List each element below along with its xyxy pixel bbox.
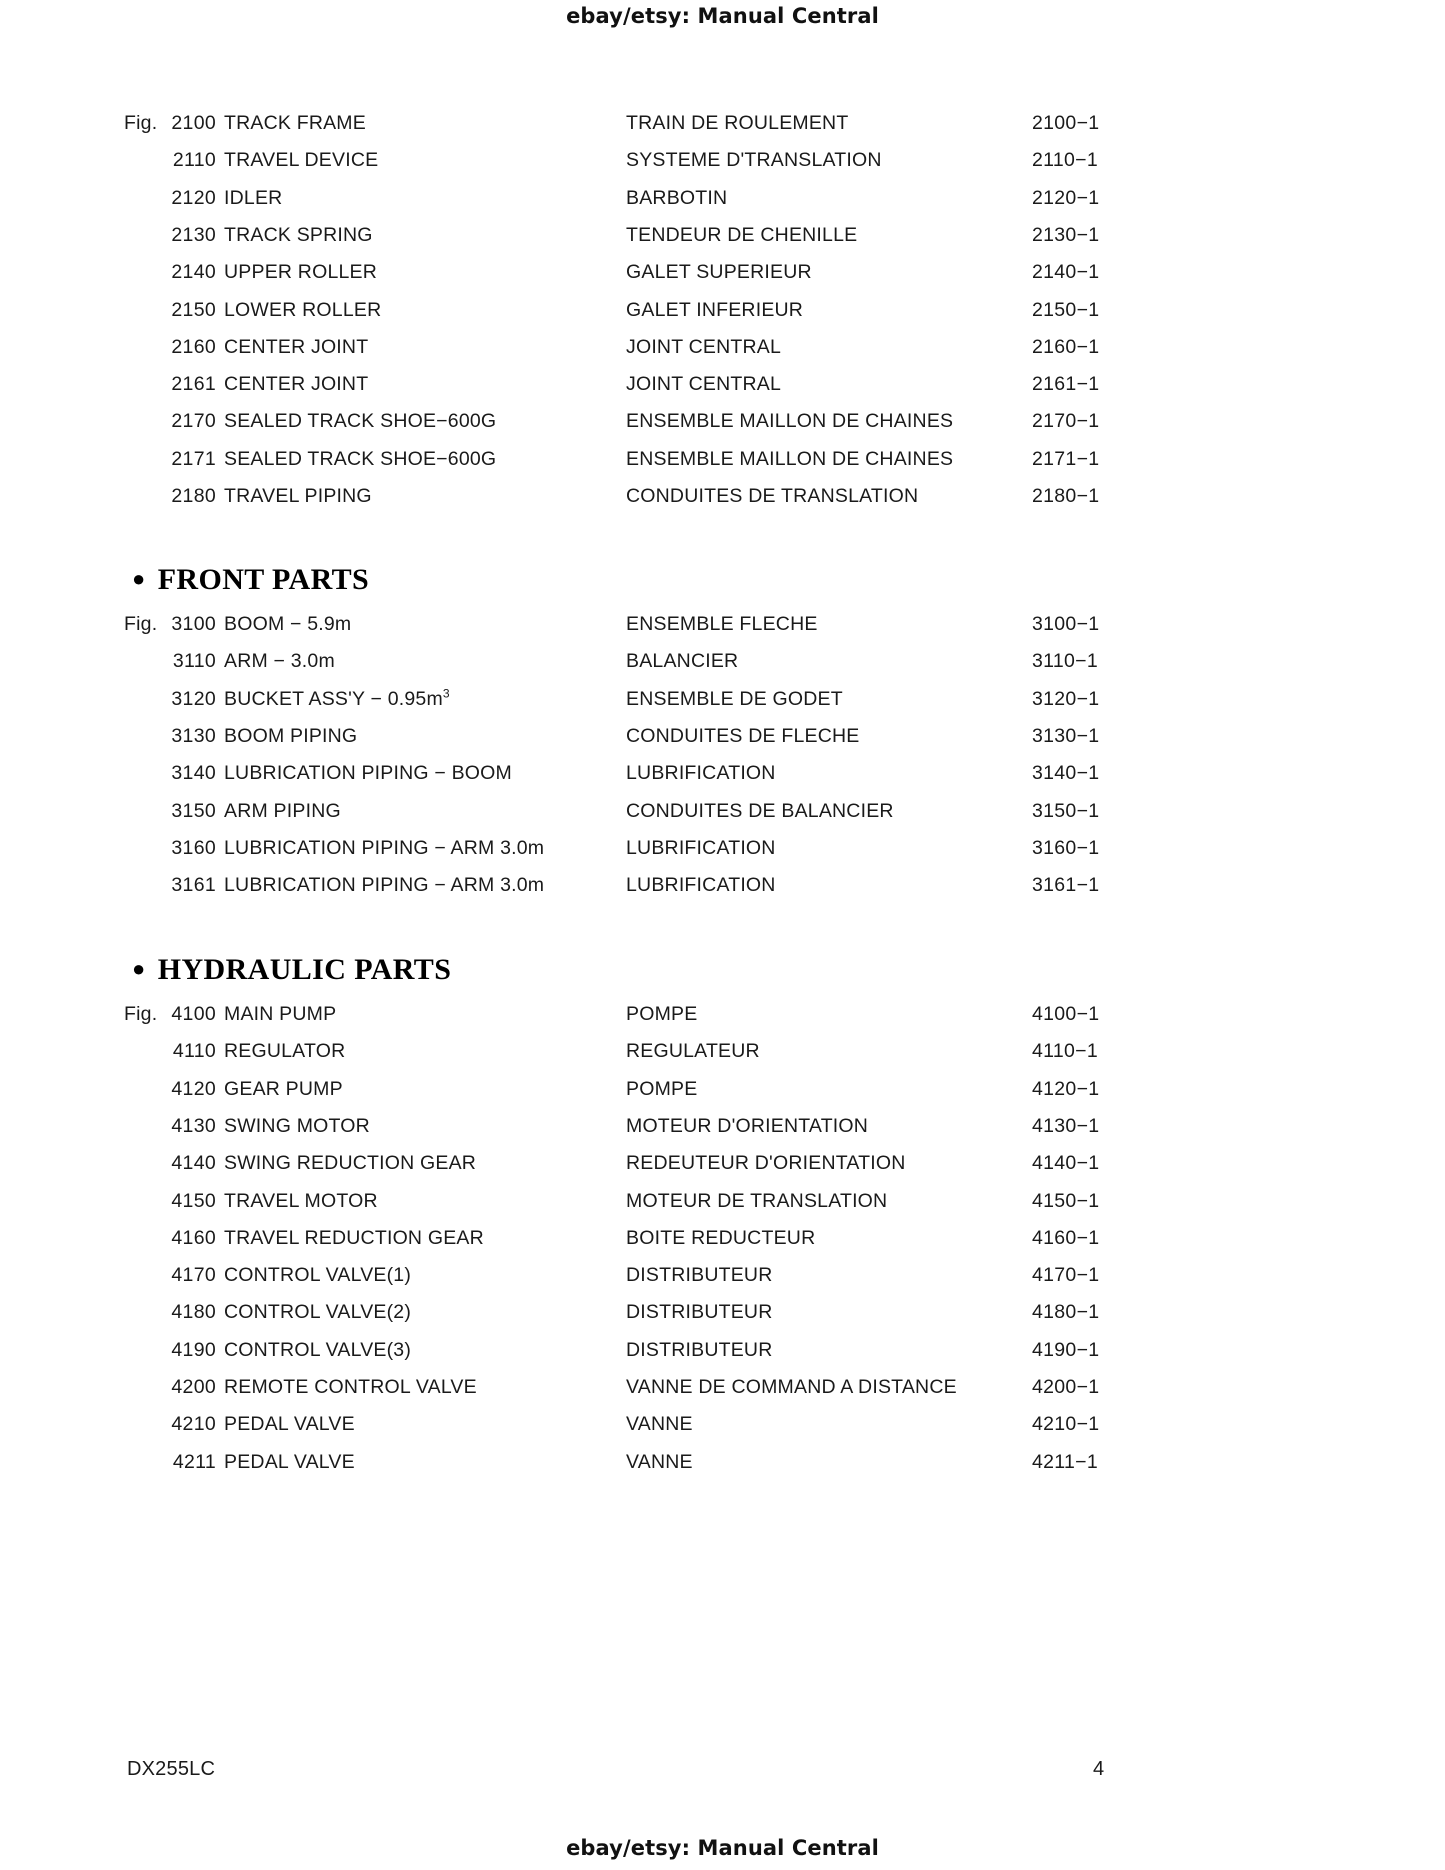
part-name-french: GALET INFERIEUR [626, 298, 804, 321]
figure-label: Fig. [124, 112, 158, 134]
part-name-french: VANNE DE COMMAND A DISTANCE [626, 1376, 957, 1398]
figure-label: Fig. [124, 1003, 158, 1025]
table-row [0, 1339, 1445, 1376]
page-reference: 2120−1 [1032, 186, 1100, 209]
figure-code: 2170 [171, 410, 216, 433]
figure-code: 2160 [171, 335, 216, 358]
part-name-english: REGULATOR [224, 1040, 346, 1063]
table-row [0, 261, 1445, 298]
part-name-english: IDLER [224, 186, 283, 209]
part-name-french: BALANCIER [626, 650, 739, 673]
part-name-english: PEDAL VALVE [224, 1450, 355, 1473]
table-row [0, 299, 1445, 336]
page-reference: 4211−1 [1032, 1450, 1098, 1473]
part-name-english: CENTER JOINT [224, 335, 369, 358]
part-name-french: REDEUTEUR D'ORIENTATION [626, 1152, 906, 1175]
table-row [0, 1451, 1445, 1488]
part-name-french: CONDUITES DE FLECHE [626, 724, 860, 747]
part-name-french: POMPE [626, 1003, 698, 1025]
watermark-footer: ebay/etsy: Manual Central [566, 1836, 879, 1860]
part-name-french: MOTEUR D'ORIENTATION [626, 1114, 869, 1137]
part-name-english: CENTER JOINT [224, 373, 369, 396]
part-name-french: LUBRIFICATION [626, 874, 776, 897]
table-row [0, 1413, 1445, 1450]
part-name-french: JOINT CENTRAL [626, 335, 782, 358]
figure-code: 3150 [171, 799, 216, 822]
table-row [0, 1115, 1445, 1152]
part-name-english: GEAR PUMP [224, 1077, 343, 1100]
figure-code: 2120 [171, 186, 216, 209]
figure-code: 4110 [172, 1040, 216, 1063]
part-name-english: LUBRICATION PIPING − ARM 3.0m [224, 874, 545, 897]
part-name-english: BUCKET $ASS'Y - 0.95m^3$ [224, 686, 450, 710]
figure-code: 3161 [171, 874, 216, 897]
figure-code: 4120 [171, 1077, 216, 1100]
figure-code: 4190 [171, 1338, 216, 1361]
figure-code: 4210 [171, 1413, 216, 1436]
figure-code: 3110 [172, 650, 216, 673]
bullet-icon: ● [132, 956, 146, 981]
page-reference: 2170−1 [1032, 410, 1100, 433]
page-reference: 4120−1 [1032, 1077, 1100, 1100]
part-name-french: BOITE REDUCTEUR [626, 1226, 816, 1249]
page-reference: 3160−1 [1032, 836, 1100, 859]
page-reference: 3100−1 [1032, 613, 1100, 635]
figure-code: 4160 [171, 1226, 216, 1249]
figure-label: Fig. [124, 613, 158, 635]
part-name-french: DISTRIBUTEUR [626, 1301, 773, 1324]
page-reference: 4170−1 [1032, 1264, 1100, 1287]
page-reference: 3130−1 [1032, 724, 1100, 747]
footer-page-number: 4 [1093, 1758, 1105, 1780]
part-name-french: ENSEMBLE MAILLON DE CHAINES [626, 410, 954, 433]
table-row [0, 837, 1445, 874]
page-reference: 4130−1 [1032, 1114, 1100, 1137]
page-reference: 2140−1 [1032, 261, 1100, 284]
part-name-english: REMOTE CONTROL VALVE [224, 1376, 477, 1398]
figure-code: 3140 [171, 762, 216, 785]
table-row [0, 1376, 1445, 1413]
table-row [0, 336, 1445, 373]
page-reference: 2130−1 [1032, 223, 1100, 246]
figure-code: 2171 [171, 447, 216, 470]
page-reference: 4150−1 [1032, 1189, 1100, 1212]
part-name-english: PEDAL VALVE [224, 1413, 355, 1436]
part-name-french: DISTRIBUTEUR [626, 1264, 773, 1287]
watermark-header: ebay/etsy: Manual Central [566, 4, 879, 28]
page-reference: 2150−1 [1032, 298, 1100, 321]
page-reference: 3120−1 [1032, 687, 1100, 710]
page-reference: 2160−1 [1032, 335, 1100, 358]
part-name-english: UPPER ROLLER [224, 261, 378, 284]
part-name-french: DISTRIBUTEUR [626, 1338, 773, 1361]
page-reference: 4100−1 [1032, 1003, 1100, 1025]
figure-code: 3130 [171, 724, 216, 747]
part-name-english: SEALED TRACK SHOE−600G [224, 447, 497, 470]
table-row [0, 410, 1445, 447]
table-row [0, 1264, 1445, 1301]
section-heading [132, 953, 451, 987]
table-row [0, 485, 1445, 522]
part-name-french: ENSEMBLE MAILLON DE CHAINES [626, 447, 954, 470]
part-name-english: SEALED TRACK SHOE−600G [224, 410, 497, 433]
part-name-french: LUBRIFICATION [626, 836, 776, 859]
part-name-french: SYSTEME D'TRANSLATION [626, 149, 882, 172]
table-row [0, 373, 1445, 410]
figure-code: 4211 [172, 1450, 216, 1473]
figure-code: 4200 [171, 1376, 216, 1398]
part-name-french: ENSEMBLE DE GODET [626, 687, 843, 710]
part-name-english: ARM − 3.0m [224, 650, 335, 673]
part-name-english: CONTROL VALVE(2) [224, 1301, 412, 1324]
page-reference: 3140−1 [1032, 762, 1100, 785]
part-name-french: MOTEUR DE TRANSLATION [626, 1189, 888, 1212]
table-row [0, 762, 1445, 799]
part-name-english: TRACK FRAME [224, 112, 366, 134]
part-name-french: REGULATEUR [626, 1040, 760, 1063]
figure-code: 4130 [171, 1114, 216, 1137]
figure-code: 2180 [171, 485, 216, 507]
figure-code: 4100 [171, 1003, 216, 1025]
table-row [0, 112, 1445, 149]
figure-code: 2110 [172, 149, 216, 172]
section-heading [132, 563, 369, 597]
part-name-english: CONTROL VALVE(3) [224, 1338, 412, 1361]
figure-code: 3160 [171, 836, 216, 859]
table-row [0, 1301, 1445, 1338]
table-row [0, 650, 1445, 687]
part-name-french: TENDEUR DE CHENILLE [626, 223, 858, 246]
part-name-english: TRAVEL REDUCTION GEAR [224, 1226, 484, 1249]
part-name-french: ENSEMBLE FLECHE [626, 613, 818, 635]
table-row [0, 1152, 1445, 1189]
page-reference: 3110−1 [1032, 650, 1098, 673]
page-reference: 2110−1 [1032, 149, 1098, 172]
table-row [0, 725, 1445, 762]
part-name-english: SWING REDUCTION GEAR [224, 1152, 477, 1175]
page-reference: 4110−1 [1032, 1040, 1098, 1063]
figure-code: 3120 [171, 687, 216, 710]
page-reference: 4140−1 [1032, 1152, 1100, 1175]
page-reference: 2171−1 [1032, 447, 1100, 470]
figure-code: 2150 [171, 298, 216, 321]
page-reference: 4210−1 [1032, 1413, 1100, 1436]
section-heading-label: HYDRAULIC PARTS [157, 953, 452, 986]
part-name-english: BOOM PIPING [224, 724, 358, 747]
figure-code: 3100 [171, 613, 216, 635]
figure-code: 4140 [171, 1152, 216, 1175]
part-name-english: MAIN PUMP [224, 1003, 337, 1025]
table-row [0, 1078, 1445, 1115]
table-row [0, 149, 1445, 186]
page-reference: 2180−1 [1032, 485, 1100, 507]
table-row [0, 613, 1445, 650]
figure-code: 2161 [171, 373, 216, 396]
part-name-english: TRACK SPRING [224, 223, 373, 246]
part-name-english: SWING MOTOR [224, 1114, 370, 1137]
part-name-french: CONDUITES DE TRANSLATION [626, 485, 919, 507]
table-row [0, 688, 1445, 725]
part-name-french: CONDUITES DE BALANCIER [626, 799, 894, 822]
table-row [0, 800, 1445, 837]
part-name-english: BOOM − 5.9m [224, 613, 352, 635]
table-row [0, 187, 1445, 224]
part-name-french: POMPE [626, 1077, 698, 1100]
table-row [0, 224, 1445, 261]
page-reference: 3161−1 [1032, 874, 1100, 897]
part-name-french: VANNE [626, 1413, 693, 1436]
part-name-english: LUBRICATION PIPING − ARM 3.0m [224, 836, 545, 859]
part-name-english: TRAVEL DEVICE [224, 149, 379, 172]
table-row [0, 874, 1445, 911]
part-name-english: LUBRICATION PIPING − BOOM [224, 762, 512, 785]
page-reference: 2100−1 [1032, 112, 1100, 134]
table-row [0, 1003, 1445, 1040]
figure-code: 4170 [171, 1264, 216, 1287]
page-reference: 4190−1 [1032, 1338, 1100, 1361]
page-reference: 4160−1 [1032, 1226, 1100, 1249]
part-name-english: ARM PIPING [224, 799, 341, 822]
table-row [0, 1227, 1445, 1264]
bullet-icon: ● [132, 566, 146, 591]
part-name-french: LUBRIFICATION [626, 762, 776, 785]
table-row [0, 448, 1445, 485]
section-heading-label: FRONT PARTS [157, 563, 370, 596]
page-reference: 3150−1 [1032, 799, 1100, 822]
part-name-english: TRAVEL MOTOR [224, 1189, 378, 1212]
figure-code: 2140 [171, 261, 216, 284]
part-name-english: LOWER ROLLER [224, 298, 382, 321]
figure-code: 4180 [171, 1301, 216, 1324]
part-name-french: VANNE [626, 1450, 693, 1473]
part-name-english: CONTROL VALVE(1) [224, 1264, 412, 1287]
part-name-french: TRAIN DE ROULEMENT [626, 112, 849, 134]
footer-model-number: DX255LC [127, 1758, 216, 1780]
table-row [0, 1190, 1445, 1227]
page-reference: 4180−1 [1032, 1301, 1100, 1324]
page-reference: 4200−1 [1032, 1376, 1100, 1398]
part-name-french: GALET SUPERIEUR [626, 261, 812, 284]
table-row [0, 1040, 1445, 1077]
figure-code: 2130 [171, 223, 216, 246]
part-name-english: TRAVEL PIPING [224, 485, 372, 507]
part-name-french: JOINT CENTRAL [626, 373, 782, 396]
part-name-french: BARBOTIN [626, 186, 728, 209]
figure-code: 2100 [171, 112, 216, 134]
figure-code: 4150 [171, 1189, 216, 1212]
page-reference: 2161−1 [1032, 373, 1100, 396]
